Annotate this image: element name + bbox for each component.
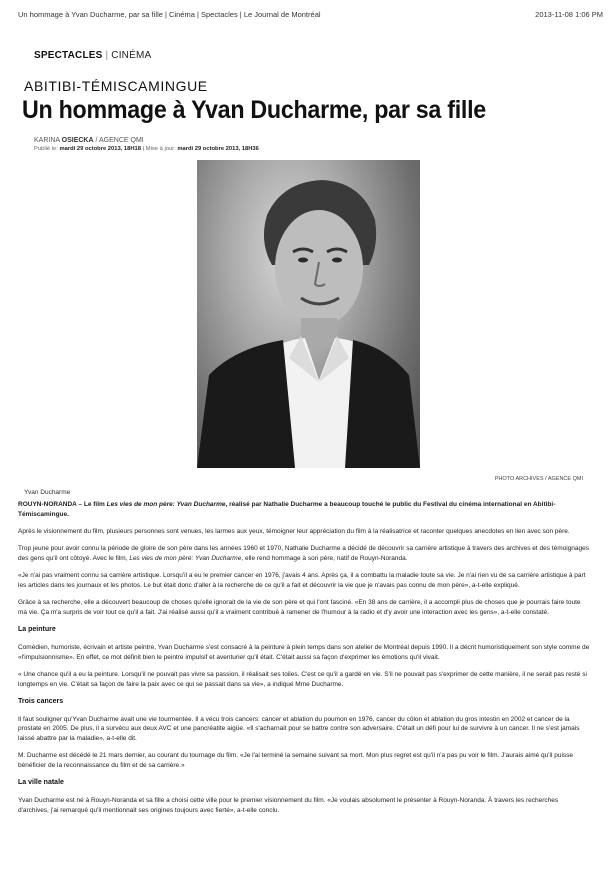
byline bbox=[34, 137, 144, 144]
paragraph: « Une chance qu'il a eu la peinture. Lorsqu'il ne pouvait pas vivre sa passion, il réalisait ses toiles. C'est ce qu'il a gardé en vie. S'il ne pouvait pas s'exprimer de cette manière, il ne serait pas resté si longtemps en vie. C'était sa façon de faire la paix avec ce qui se passait dans sa vie», a indiqué Mme Ducharme. bbox=[18, 670, 587, 688]
print-timestamp: 2013-11-08 1:06 PM bbox=[535, 10, 603, 19]
breadcrumb-separator: | bbox=[105, 50, 109, 61]
article-body bbox=[18, 500, 590, 823]
photo-credit: PHOTO ARCHIVES / AGENCE QMI bbox=[494, 476, 583, 482]
published-date: mardi 29 octobre 2013, 18H18 bbox=[59, 146, 142, 152]
updated-date: mardi 29 octobre 2013, 18H36 bbox=[177, 146, 259, 152]
section-breadcrumb bbox=[34, 50, 151, 61]
published-label: Publié le: bbox=[34, 146, 58, 152]
author-last-name: OSIECKA bbox=[61, 137, 94, 144]
section-secondary-link[interactable]: CINÉMA bbox=[111, 50, 152, 61]
lead-text-end: , réalisé par Nathalie Ducharme a beaucoup touché le public du Festival du cinéma international en Abitibi-Témiscamingue. bbox=[18, 501, 556, 518]
print-header bbox=[18, 10, 603, 19]
paragraph bbox=[18, 544, 590, 564]
article-lead bbox=[18, 500, 590, 520]
paragraph: Grâce à sa recherche, elle a découvert beaucoup de choses qu'elle ignorait de la vie de son père et qui l'ont fasciné. «En 38 ans de carrière, il a accompli plus de choses que je pourrais faire toute ma vie. Ça m'a surpris de voir tout ce qu'il a fait. J'ai réalisé aussi qu'il a vraiment contribué à ramener de l'humour à la radio et d'y avoir une interaction avec les gens», a-t-elle constaté. bbox=[18, 599, 581, 616]
paragraph-text-start: Trop jeune pour avoir connu la période de gloire de son père dans les années 1960 et 1970, Nathalie Ducharme a décidé de découvrir sa carrière artistique à travers des archives et des témoignages des gens qu'il ont côtoyé. Avec le film, bbox=[18, 545, 590, 562]
paragraph: Il faut souligner qu'Yvan Ducharme avait une vie tourmentée. Il a vécu trois cancers: cancer et ablation du poumon en 1976, cancer du côlon et ablation du gros intestin en 2002 et cancer de la prostate en 2005. De plus, il a survécu aux deux AVC et une pancréatite aigüe. «Il s'acharnait pour se battre contre son adversaire. C'était un défi pour lui de survivre à un cancer. Il ne s'est jamais laissé abattre par la maladie», a-t-elle dit. bbox=[18, 715, 580, 743]
region-kicker: ABITIBI-TÉMISCAMINGUE bbox=[24, 78, 208, 94]
updated-label: | Mise à jour: bbox=[142, 146, 176, 152]
section-primary-link[interactable]: SPECTACLES bbox=[34, 50, 103, 61]
publication-dates bbox=[34, 146, 259, 152]
subheading-cancers: Trois cancers bbox=[18, 697, 64, 705]
paragraph: Yvan Ducharme est né à Rouyn-Noranda et sa fille a choisi cette ville pour le premier visionnement du film. «Je voulais absolument le présenter à Rouyn-Noranda. À travers les recherches d'archives, j'ai remarqué qu'il mentionnait ses origines toujours avec fierté», a-t-elle conclu. bbox=[18, 797, 559, 815]
paragraph: M. Ducharme est décédé le 21 mars dernier, au courant du tournage du film. «Je l'ai terminé la semaine suivant sa mort. Mon plus regret est qu'il n'a pas pu voir le film. J'aurais aimé qu'il puisse bénéficier de la reconnaissance du film et de sa carrière.» bbox=[18, 752, 574, 770]
subheading-peinture: La peinture bbox=[18, 626, 56, 634]
lead-film-title: Les vies de mon père: Yvan Ducharme bbox=[106, 501, 226, 508]
paragraph: Comédien, humoriste, écrivain et artiste peintre, Yvan Ducharme s'est consacré à la peinture à plein temps dans son atelier de Montréal depuis 1990. Il a décrit humoristiquement son style comme de «l'impulsionnisme». En effet, ce mot définit bien le peintre impulsif et aventurier qu'il était. C'était aussi sa façon d'exprimer les émotions qu'il vivait. bbox=[18, 643, 590, 661]
photo-caption: Yvan Ducharme bbox=[24, 489, 71, 496]
film-title: Les vies de mon père: Yvan Ducharme bbox=[129, 554, 242, 562]
print-page-title: Un hommage à Yvan Ducharme, par sa fille | Cinéma | Spectacles | Le Journal de Montréal bbox=[18, 10, 321, 19]
article-headline: Un hommage à Yvan Ducharme, par sa fille bbox=[22, 96, 486, 124]
article-photo bbox=[197, 160, 420, 468]
paragraph: Après le visionnement du film, plusieurs personnes sont venues, les larmes aux yeux, témoigner leur appréciation du film à la réalisatrice et raconter quelques anecdotes en lien avec son père. bbox=[18, 527, 570, 535]
paragraph-text-end: , elle rend hommage à son père, natif de Rouyn-Noranda. bbox=[241, 554, 408, 562]
paragraph: «Je n'ai pas vraiment connu sa carrière artistique. Lorsqu'il a eu le premier cancer en 1976, j'avais 4 ans. Après ça, il a combattu la maladie toute sa vie. Je n'ai rien vu de sa carrière artistique à part les articles dans les journaux et les photos. Le but était donc d'aller à la recherche de ce qu'il a fait et découvrir la vie que je n'avais pas connu de mon père», a-t-elle expliqué. bbox=[18, 572, 586, 589]
portrait-illustration bbox=[197, 160, 420, 468]
author-first-name: KARINA bbox=[34, 137, 60, 144]
subheading-ville-natale: La ville natale bbox=[18, 779, 64, 787]
author-agency: / AGENCE QMI bbox=[95, 137, 144, 144]
lead-text-start: ROUYN-NORANDA – Le film bbox=[18, 501, 107, 508]
